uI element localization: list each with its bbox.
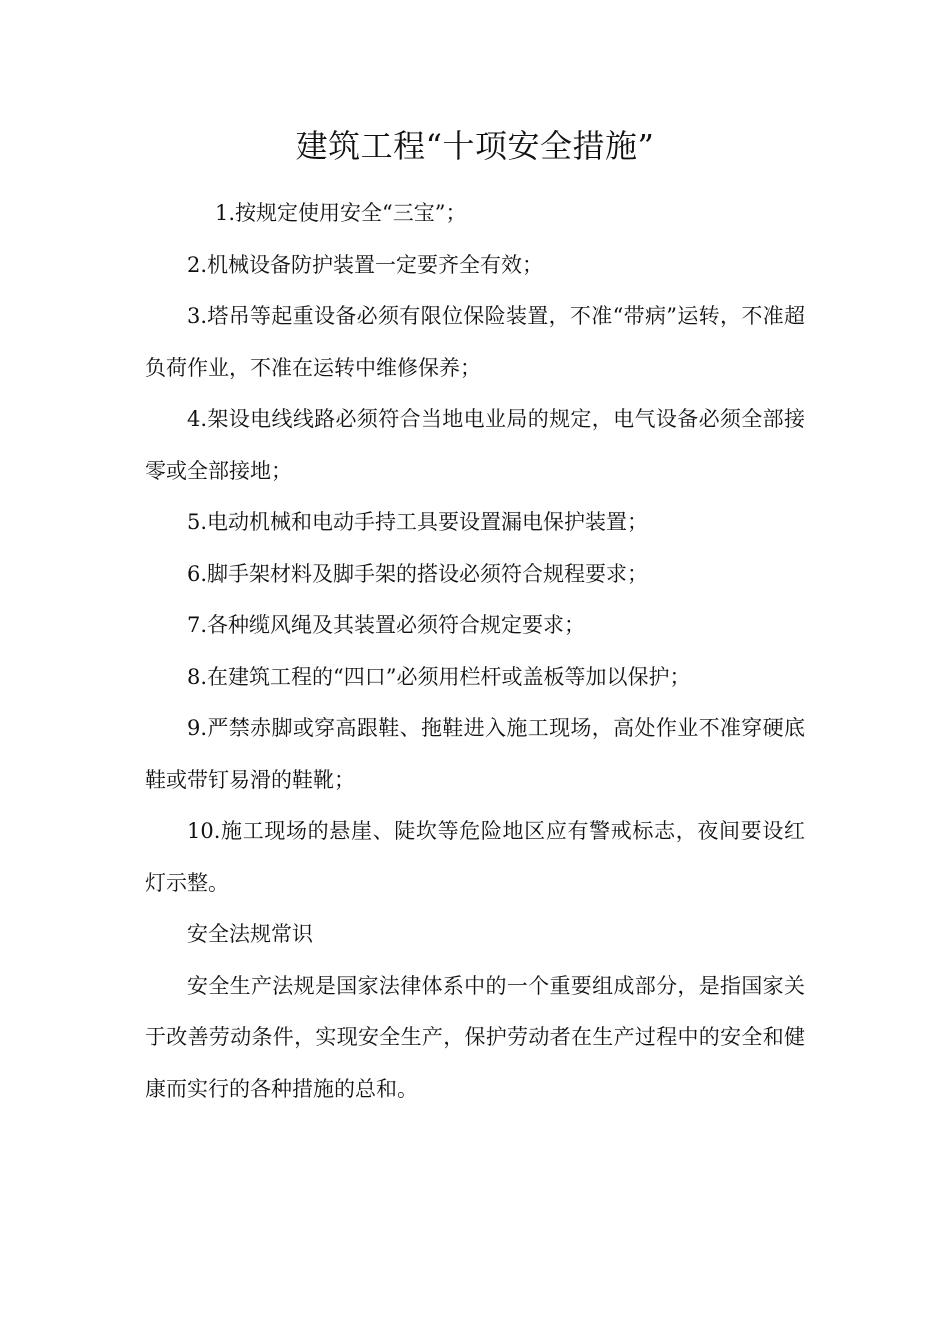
measure-item-1: 1.按规定使用安全“三宝”； xyxy=(215,201,467,225)
document-body xyxy=(145,188,805,1115)
document-title: 建筑工程“十项安全措施” xyxy=(295,127,655,165)
measure-item-9: 9.严禁赤脚或穿高跟鞋、拖鞋进入施工现场，高处作业不准穿硬底鞋或带钉易滑的鞋靴； xyxy=(145,716,805,792)
measure-item-5: 5.电动机械和电动手持工具要设置漏电保护装置； xyxy=(187,510,649,534)
section-heading: 安全法规常识 xyxy=(187,922,313,946)
measure-item-4: 4.架设电线线路必须符合当地电业局的规定，电气设备必须全部接零或全部接地； xyxy=(145,407,805,483)
measure-item-7: 7.各种缆风绳及其装置必须符合规定要求； xyxy=(187,613,586,637)
measure-item-8: 8.在建筑工程的“四口”必须用栏杆或盖板等加以保护； xyxy=(187,664,691,689)
measure-item-6: 6.脚手架材料及脚手架的搭设必须符合规程要求； xyxy=(187,561,649,586)
section-body: 安全生产法规是国家法律体系中的一个重要组成部分，是指国家关于改善劳动条件，实现安全生产，保护劳动者在生产过程中的安全和健康而实行的各种措施的总和。 xyxy=(145,973,805,1101)
measure-item-10: 10.施工现场的悬崖、陡坎等危险地区应有警戒标志，夜间要设红灯示整。 xyxy=(145,819,805,895)
measure-item-2: 2.机械设备防护装置一定要齐全有效； xyxy=(187,252,544,277)
measure-item-3: 3.塔吊等起重设备必须有限位保险装置，不准“带病”运转，不准超负荷作业，不准在运转中维修保养； xyxy=(145,304,805,380)
